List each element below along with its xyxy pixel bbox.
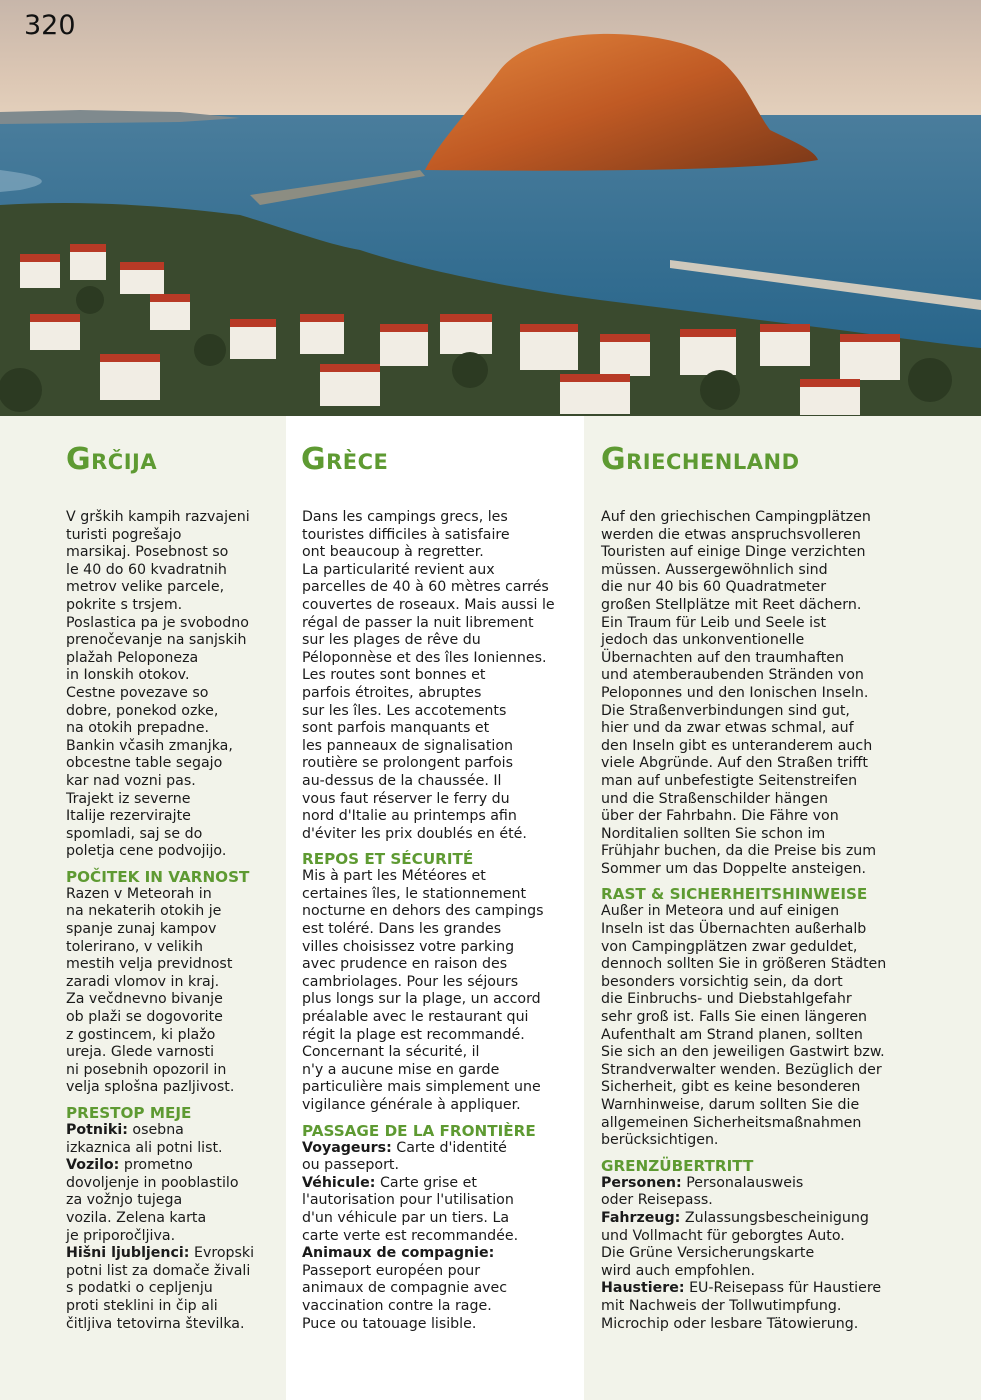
- border-item: [302, 1245, 572, 1333]
- column-german: [584, 416, 981, 1400]
- border-item-text: osebna izkaznica ali potni list.: [66, 1122, 223, 1156]
- border-item-text: Carte grise et l'autorisation pour l'utilisation d'un véhicule par un tiers. La carte verte est recommandée.: [302, 1174, 519, 1244]
- border-heading: PASSAGE DE LA FRONTIÈRE: [302, 1121, 536, 1140]
- column-french: [286, 416, 584, 1400]
- safety-paragraph: Außer in Meteora und auf einigen Inseln ist das Übernachten außerhalb von Campingplätzen zwar geduldet, dennoch sollten Sie in größeren Städten besonders vorsichtig sein, da dort die Einbruchs- und Diebstahlgefahr sehr groß ist. Falls Sie einen längeren Aufenthalt am Strand planen, sollten Sie sich an den jeweiligen Gastwirt bzw. Strandverwalter wenden. Bezüglich der Sicherheit, gibt es keine besonderen Warnhinweise, darum sollten Sie die allgemeinen Sicherheitsmaßnahmen berücksichtigen.: [601, 903, 887, 1149]
- column-slovenian: [0, 416, 286, 1400]
- column-title: Grèce: [301, 442, 389, 477]
- border-heading: GRENZÜBERTRITT: [601, 1156, 754, 1175]
- column-body: [302, 509, 572, 1333]
- border-item: [66, 1157, 272, 1245]
- border-item-text: Personalausweis oder Reisepass.: [601, 1174, 804, 1209]
- border-item-label: Personen:: [601, 1174, 682, 1191]
- safety-heading: POČITEK IN VARNOST: [66, 867, 250, 886]
- border-heading: PRESTOP MEJE: [66, 1104, 192, 1122]
- border-item-text: prometno dovoljenje in pooblastilo za vožnjo tujega vozila. Zelena karta je priporočljiva.: [66, 1157, 239, 1244]
- intro-paragraph: Dans les campings grecs, les touristes difficiles à satisfaire ont beaucoup à regretter. La particularité revient aux parcelles de 40 à 60 mètres carrés couvertes de roseaux. Mais aussi le régal de passer la nuit librement sur les plages de rêve du Péloponnèse et des îles Ioniennes. Les routes sont bonnes et parfois étroites, abruptes sur les îles. Les accotements sont parfois manquants et les panneaux de signalisation routière se prolongent parfois au-dessus de la chaussée. Il vous faut réserver le ferry du nord d'Italie au printemps afin d'éviter les prix doublés en été.: [302, 509, 555, 842]
- border-item-label: Hišni ljubljenci:: [66, 1245, 190, 1262]
- border-item-label: Vozilo:: [66, 1157, 120, 1174]
- border-item-label: Voyageurs:: [302, 1139, 392, 1156]
- border-item: [66, 1245, 272, 1333]
- border-item-text: Zulassungsbescheinigung und Vollmacht für geborgtes Auto. Die Grüne Versicherungskarte wird auch empfohlen.: [601, 1209, 869, 1279]
- border-item-text: Passeport européen pour animaux de compagnie avec vaccination contre la rage. Puce ou tatouage lisible.: [302, 1262, 508, 1332]
- border-item: [601, 1210, 971, 1280]
- border-item: [66, 1122, 272, 1157]
- column-title: Griechenland: [601, 442, 800, 477]
- column-body: [66, 509, 272, 1333]
- coastal-landscape-image: [0, 0, 981, 416]
- safety-heading: RAST & SICHERHEITSHINWEISE: [601, 885, 868, 904]
- border-item-text: Carte d'identité ou passeport.: [302, 1139, 507, 1174]
- border-item-label: Véhicule:: [302, 1174, 376, 1191]
- border-item-text: Evropski potni list za domače živali s podatki o cepljenju proti steklini in čip ali čitljiva tetovirna številka.: [66, 1245, 255, 1332]
- border-item: [601, 1280, 971, 1333]
- border-item: [302, 1140, 572, 1175]
- safety-heading: REPOS ET SÉCURITÉ: [302, 850, 474, 869]
- intro-paragraph: V grških kampih razvajeni turisti pogrešajo marsikaj. Posebnost so le 40 do 60 kvadratnih metrov velike parcele, pokrite s trsjem. Poslastica pa je svobodno prenočevanje na sanjskih plažah Peloponeza in Ionskih otokov. Cestne povezave so dobre, ponekod ozke, na otokih prepadne. Bankin včasih zmanjka, obcestne table segajo kar nad vozni pas. Trajekt iz severne Italije rezervirajte spomladi, saj se do poletja cene podvojijo.: [66, 509, 250, 860]
- border-item-label: Potniki:: [66, 1122, 128, 1138]
- border-item-label: Fahrzeug:: [601, 1209, 681, 1226]
- border-item: [302, 1175, 572, 1245]
- border-item: [601, 1175, 971, 1210]
- border-item-label: Haustiere:: [601, 1280, 685, 1297]
- page-number: 320: [24, 10, 76, 41]
- column-title: Grčija: [66, 442, 158, 477]
- safety-paragraph: Razen v Meteorah in na nekaterih otokih je spanje zunaj kampov tolerirano, v velikih mestih velja previdnost zaradi vlomov in kraj. Za večdnevno bivanje ob plaži se dogovorite z gostincem, ki plažo ureja. Glede varnosti ni posebnih opozoril in velja splošna pazljivost.: [66, 885, 235, 1096]
- border-item-text: EU-Reisepass für Haustiere mit Nachweis der Tollwutimpfung. Microchip oder lesbare Tätowierung.: [601, 1280, 882, 1332]
- intro-paragraph: Auf den griechischen Campingplätzen werden die etwas anspruchsvolleren Touristen auf einige Dinge verzichten müssen. Aussergewöhnlich sind die nur 40 bis 60 Quadratmeter großen Stellplätze mit Reet dächern. Ein Traum für Leib und Seele ist jedoch das unkonventionelle Übernachten auf den traumhaften und atemberaubenden Stränden von Peloponnes und den Ionischen Inseln. Die Straßenverbindungen sind gut, hier und da zwar etwas schmal, auf den Inseln gibt es unteranderem auch viele Abgründe. Auf den Straßen trifft man auf unbefestigte Seitenstreifen und die Straßenschilder hängen über der Fahrbahn. Die Fähre von Norditalien sollten Sie schon im Frühjahr buchen, da die Preise bis zum Sommer um das Doppelte ansteigen.: [601, 509, 877, 877]
- header-photo: [0, 0, 981, 416]
- safety-paragraph: Mis à part les Météores et certaines îles, le stationnement nocturne en dehors des campings est toléré. Dans les grandes villes choisissez votre parking avec prudence en raison des cambriolages. Pour les séjours plus longs sur la plage, un accord préalable avec le restaurant qui régit la plage est recommandé. Concernant la sécurité, il n'y a aucune mise en garde particulière mais simplement une vigilance générale à appliquer.: [302, 868, 544, 1113]
- column-body: [601, 509, 971, 1333]
- border-item-label: Animaux de compagnie:: [302, 1245, 495, 1262]
